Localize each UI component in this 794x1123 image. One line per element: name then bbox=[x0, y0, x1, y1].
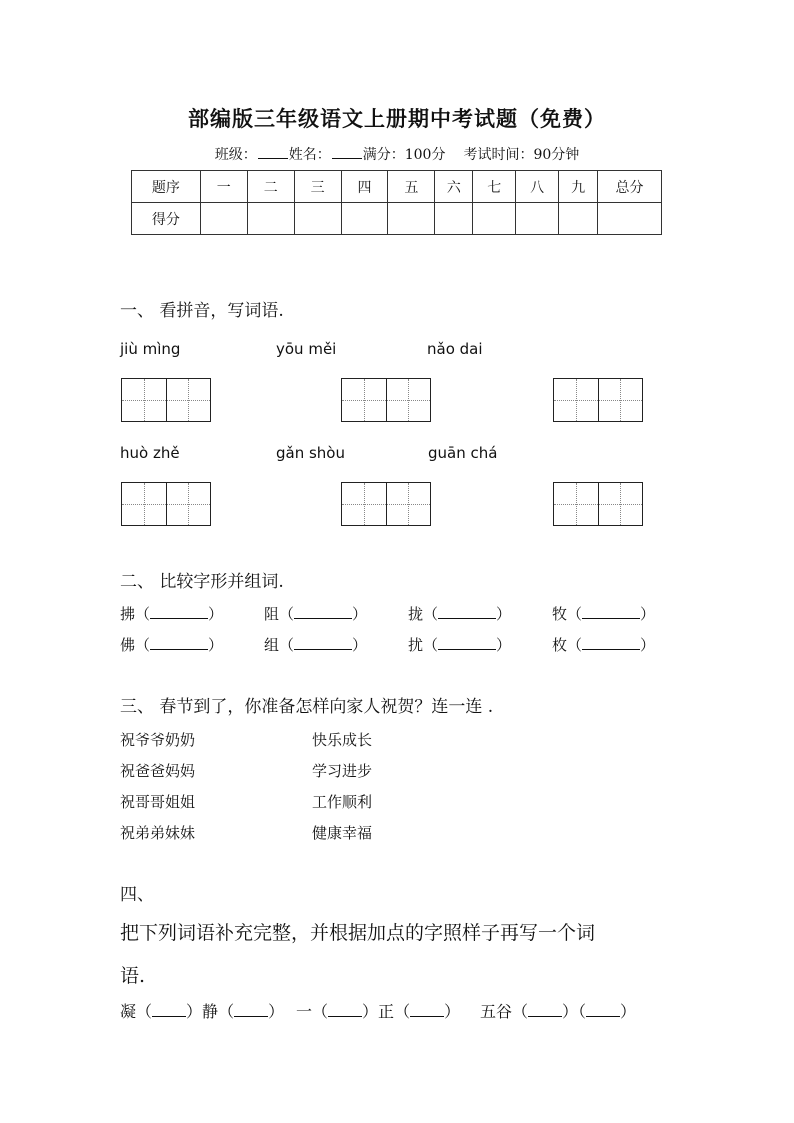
section1-heading: 一、 看拼音，写词语. bbox=[120, 301, 284, 321]
section4-instruction: 把下列词语补充完整，并根据加点的字照样子再写一个词 bbox=[120, 922, 596, 944]
score-cell[interactable] bbox=[559, 203, 598, 235]
compare-item: 拢（ ） bbox=[408, 605, 512, 623]
writing-grid[interactable] bbox=[553, 378, 643, 422]
greeting-right-item[interactable]: 健康幸福 bbox=[312, 824, 373, 842]
score-table-header: 一 bbox=[200, 171, 247, 203]
page-title: 部编版三年级语文上册期中考试题（免费） bbox=[188, 106, 606, 131]
answer-blank[interactable] bbox=[294, 636, 352, 650]
name-blank[interactable] bbox=[332, 146, 362, 159]
score-row-label: 得分 bbox=[132, 203, 201, 235]
compare-item: 佛（ ） bbox=[120, 636, 224, 654]
answer-blank[interactable] bbox=[438, 636, 496, 650]
answer-blank[interactable] bbox=[294, 605, 352, 619]
fill-phrase-row: 一（ ）正（ ） bbox=[296, 1002, 461, 1021]
pinyin-label: guān chá bbox=[428, 444, 498, 462]
greeting-left-item[interactable]: 祝弟弟妹妹 bbox=[120, 824, 196, 842]
class-blank[interactable] bbox=[258, 146, 288, 159]
exam-info-line bbox=[0, 144, 794, 164]
score-table-header: 三 bbox=[294, 171, 341, 203]
score-cell[interactable] bbox=[516, 203, 559, 235]
section2-heading: 二、 比较字形并组词. bbox=[120, 572, 284, 592]
score-table-score-row bbox=[132, 203, 662, 235]
section4-instruction-cont: 语. bbox=[120, 965, 146, 987]
greeting-right-item[interactable]: 快乐成长 bbox=[312, 731, 373, 749]
compare-item: 阻（ ） bbox=[264, 605, 368, 623]
answer-blank[interactable] bbox=[328, 1003, 362, 1017]
writing-grid[interactable] bbox=[121, 482, 211, 526]
section3-heading: 三、 春节到了，你准备怎样向家人祝贺？连一连 . bbox=[120, 697, 494, 717]
score-table bbox=[131, 170, 662, 235]
full-score: 满分：100分 bbox=[362, 147, 446, 163]
score-table-header: 七 bbox=[473, 171, 516, 203]
class-label: 班级： bbox=[214, 147, 257, 163]
greeting-left-item[interactable]: 祝爷爷奶奶 bbox=[120, 731, 196, 749]
pinyin-label: nǎo dai bbox=[427, 340, 483, 358]
score-cell[interactable] bbox=[341, 203, 388, 235]
exam-time: 考试时间：90分钟 bbox=[463, 147, 580, 163]
fill-phrase-row: 五谷（ ）（ ） bbox=[480, 1002, 637, 1021]
pinyin-label: yōu měi bbox=[276, 340, 337, 358]
score-table-header: 二 bbox=[247, 171, 294, 203]
score-cell[interactable] bbox=[294, 203, 341, 235]
compare-item: 拂（ ） bbox=[120, 605, 224, 623]
compare-item: 扰（ ） bbox=[408, 636, 512, 654]
answer-blank[interactable] bbox=[582, 605, 640, 619]
writing-grid[interactable] bbox=[121, 378, 211, 422]
score-table-header: 题序 bbox=[132, 171, 201, 203]
compare-item: 牧（ ） bbox=[552, 605, 656, 623]
greeting-right-item[interactable]: 工作顺利 bbox=[312, 793, 373, 811]
pinyin-label: huò zhě bbox=[120, 444, 180, 462]
score-cell[interactable] bbox=[247, 203, 294, 235]
writing-grid[interactable] bbox=[341, 482, 431, 526]
score-table-header: 六 bbox=[435, 171, 473, 203]
score-table-header: 八 bbox=[516, 171, 559, 203]
fill-phrase-row: 凝（ ）静（ ） bbox=[120, 1002, 285, 1021]
answer-blank[interactable] bbox=[234, 1003, 268, 1017]
greeting-left-item[interactable]: 祝爸爸妈妈 bbox=[120, 762, 196, 780]
score-table-header: 四 bbox=[341, 171, 388, 203]
section4-heading: 四、 bbox=[120, 885, 154, 905]
answer-blank[interactable] bbox=[582, 636, 640, 650]
pinyin-label: jiù mìng bbox=[120, 340, 181, 358]
score-table-header: 总分 bbox=[598, 171, 662, 203]
answer-blank[interactable] bbox=[528, 1003, 562, 1017]
answer-blank[interactable] bbox=[438, 605, 496, 619]
answer-blank[interactable] bbox=[152, 1003, 186, 1017]
pinyin-label: gǎn shòu bbox=[276, 444, 345, 462]
score-cell[interactable] bbox=[200, 203, 247, 235]
score-cell[interactable] bbox=[388, 203, 435, 235]
answer-blank[interactable] bbox=[410, 1003, 444, 1017]
greeting-right-item[interactable]: 学习进步 bbox=[312, 762, 373, 780]
answer-blank[interactable] bbox=[150, 636, 208, 650]
score-cell[interactable] bbox=[473, 203, 516, 235]
answer-blank[interactable] bbox=[586, 1003, 620, 1017]
score-table-header: 九 bbox=[559, 171, 598, 203]
score-cell[interactable] bbox=[435, 203, 473, 235]
compare-item: 枚（ ） bbox=[552, 636, 656, 654]
score-cell[interactable] bbox=[598, 203, 662, 235]
greeting-left-item[interactable]: 祝哥哥姐姐 bbox=[120, 793, 196, 811]
name-label: 姓名： bbox=[288, 147, 331, 163]
writing-grid[interactable] bbox=[341, 378, 431, 422]
writing-grid[interactable] bbox=[553, 482, 643, 526]
score-table-header: 五 bbox=[388, 171, 435, 203]
score-table-header-row bbox=[132, 171, 662, 203]
answer-blank[interactable] bbox=[150, 605, 208, 619]
compare-item: 组（ ） bbox=[264, 636, 368, 654]
